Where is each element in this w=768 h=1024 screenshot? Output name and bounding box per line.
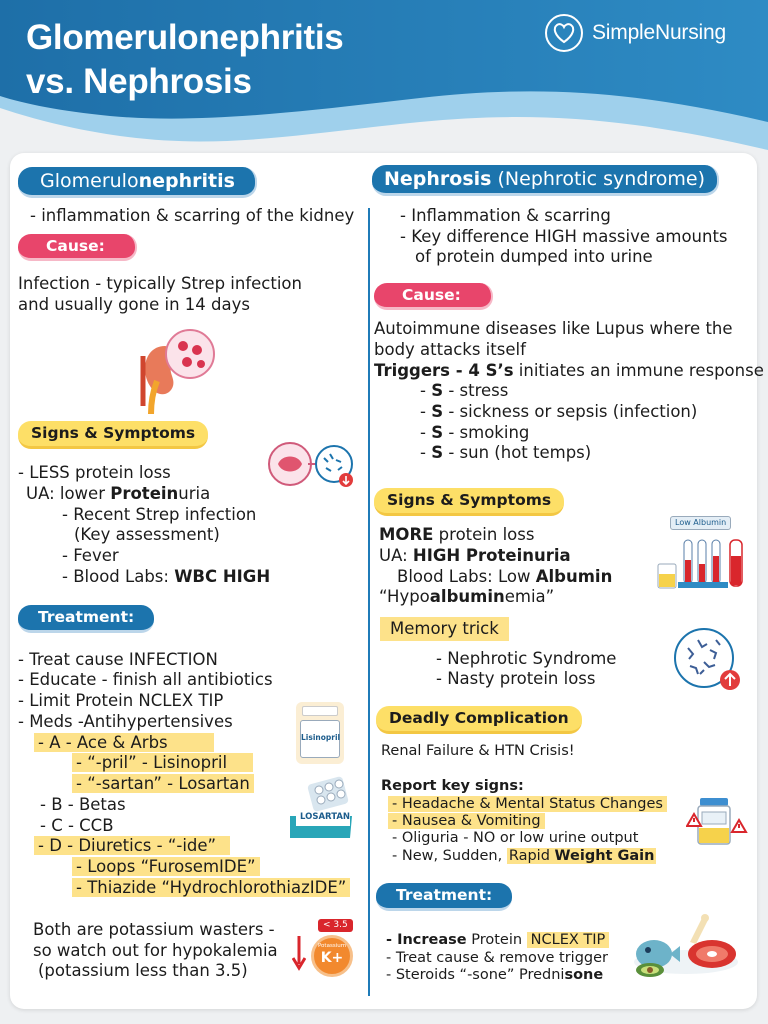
right-cause-3 [374, 360, 764, 381]
left-sign-5: - Fever [62, 546, 119, 565]
glomerulo-description: - inflammation & scarring of the kidney [30, 206, 355, 225]
right-sign-2 [379, 545, 571, 566]
memory-item-2: - Nasty protein loss [436, 669, 596, 688]
right-sign-1 [379, 524, 534, 545]
deadly-complication-text: Renal Failure & HTN Crisis! [381, 743, 575, 759]
nephrosis-heading [372, 165, 719, 196]
protein-loss-cell-icon [670, 626, 746, 694]
treat5-text: - A - Ace & Arbs [34, 733, 214, 752]
sign3-pre: Blood Labs: Low [397, 567, 536, 586]
test-tubes-icon [654, 534, 748, 592]
potassium-line2: so watch out for hypokalemia [33, 941, 278, 960]
left-treat-3: - Limit Protein NCLEX TIP [18, 691, 224, 710]
low-albumin-label: Low Albumin [670, 516, 731, 530]
right-treat-2: - Treat cause & remove trigger [386, 950, 608, 966]
left-treat-1: - Treat cause INFECTION [18, 650, 218, 669]
potassium-line3: (potassium less than 3.5) [38, 961, 248, 980]
trigger-smoking: - S - smoking [420, 423, 530, 442]
sign3-bold: Albumin [535, 567, 613, 586]
triggers-bold: Triggers - 4 S’s [374, 361, 514, 380]
trigger-letter: S [431, 443, 444, 462]
report1-text: - Headache & Mental Status Changes [388, 796, 667, 812]
right-treat-3 [386, 967, 603, 985]
treat10-text: - D - Diuretics - “-ide” [34, 836, 230, 855]
report-sign-4 [392, 848, 656, 866]
left-cause-line1: Infection - typically Strep infection [18, 274, 302, 293]
sign2-bold: HIGH Proteinuria [412, 546, 571, 565]
treat11-text: - Loops “FurosemIDE” [72, 857, 260, 876]
page-header [0, 0, 768, 170]
sign4-bold: albumin [429, 587, 505, 606]
sign2-bold: Protein [110, 484, 179, 503]
right-signs-label: Signs & Symptoms [374, 488, 564, 516]
treat7-text: - “-sartan” - Losartan [72, 774, 254, 793]
right-cause-2: body attacks itself [374, 340, 526, 359]
trigger-text: - stress [443, 381, 509, 400]
bottle-cap [302, 706, 338, 716]
page-title-line2: vs. Nephrosis [26, 62, 252, 101]
down-arrow-icon [292, 936, 306, 972]
triggers-rest: initiates an immune response [513, 361, 764, 380]
heading-bold: nephritis [138, 170, 235, 192]
left-treat-4: - Meds -Antihypertensives [18, 712, 233, 731]
trigger-letter: S [431, 381, 444, 400]
protein-foods-icon [630, 912, 742, 978]
treat1-bold: - Increase [386, 932, 467, 948]
report2-text: - Nausea & Vomiting [388, 813, 545, 829]
left-treat-11 [72, 856, 260, 877]
losartan-label: LOSARTAN [300, 812, 351, 822]
report4-bold: Weight Gain [554, 848, 655, 864]
left-signs-label: Signs & Symptoms [18, 421, 208, 449]
report4-hl-text: Rapid [508, 848, 555, 864]
report4-pre: - New, Sudden, [392, 848, 507, 864]
sign1-rest: protein loss [433, 525, 535, 544]
column-divider [368, 208, 370, 996]
left-treat-2: - Educate - finish all antibiotics [18, 670, 273, 689]
right-cause-1: Autoimmune diseases like Lupus where the [374, 319, 733, 338]
potassium-circle-small: Potassium [317, 943, 347, 949]
sign2-pre: UA: lower [26, 484, 111, 503]
lisinopril-bottle-icon [296, 702, 344, 764]
potassium-threshold-badge: < 3.5 [318, 919, 353, 932]
nephrosis-heading-bold: Nephrosis [384, 168, 492, 190]
report-signs-title: Report key signs: [381, 778, 524, 794]
report-sign-1 [388, 796, 667, 814]
nephrosis-desc-1: - Inflammation & scarring [400, 206, 611, 225]
left-treat-12 [72, 877, 350, 898]
sign4-pre: “Hypo [379, 587, 430, 606]
report-sign-3: - Oliguria - NO or low urine output [392, 830, 639, 846]
left-cause-label: Cause: [18, 234, 137, 261]
lisinopril-label: Lisinopril [301, 733, 341, 742]
left-sign-4: (Key assessment) [74, 525, 220, 544]
treat12-text: - Thiazide “HydrochlorothiazIDE” [72, 878, 350, 897]
nephrosis-desc-2: - Key difference HIGH massive amounts [400, 227, 728, 246]
sign2-post: uria [178, 484, 211, 503]
glomerulonephritis-heading [18, 167, 257, 198]
brand-name: SimpleNursing [592, 21, 726, 44]
brand-logo [544, 13, 726, 53]
left-treat-7 [72, 773, 254, 794]
heading-prefix: Glomerulo [40, 170, 139, 192]
sign1-bold: MORE [379, 525, 434, 544]
trigger-sickness: - S - sickness or sepsis (infection) [420, 402, 698, 421]
left-treat-6 [72, 752, 253, 773]
heart-stethoscope-icon [544, 13, 584, 53]
potassium-circle-big: K+ [320, 950, 344, 966]
treat6-text: - “-pril” - Lisinopril [72, 753, 253, 772]
trigger-text: - sickness or sepsis (infection) [443, 402, 698, 421]
sign2-pre: UA: [379, 546, 413, 565]
potassium-line1: Both are potassium wasters - [33, 920, 275, 939]
treat1-mid: Protein [466, 932, 527, 948]
right-sign-3 [397, 566, 612, 587]
trigger-text: - sun (hot temps) [443, 443, 592, 462]
left-cause-line2: and usually gone in 14 days [18, 295, 250, 314]
right-sign-4 [379, 586, 554, 607]
nephrosis-heading-rest: (Nephrotic syndrome) [491, 168, 706, 190]
trigger-stress: - S - stress [420, 381, 509, 400]
memory-item-1: - Nephrotic Syndrome [436, 649, 617, 668]
deadly-complication-label: Deadly Complication [376, 706, 582, 734]
left-sign-3: - Recent Strep infection [62, 505, 257, 524]
treat1-highlight: NCLEX TIP [527, 932, 610, 948]
right-treat-1 [386, 932, 609, 950]
left-sign-6 [62, 566, 270, 587]
right-cause-label: Cause: [374, 283, 493, 310]
memory-trick-label: Memory trick [380, 617, 509, 641]
trigger-text: - smoking [443, 423, 530, 442]
report4-highlight [507, 848, 657, 864]
left-sign-1: - LESS protein loss [18, 463, 171, 482]
treat3-pre: - Steroids “-sone” Predni [386, 967, 565, 983]
trigger-letter: S [431, 423, 444, 442]
right-treatment-label: Treatment: [376, 883, 512, 911]
sign4-post: emia” [504, 587, 555, 606]
nephrosis-desc-3: of protein dumped into urine [415, 247, 653, 266]
protein-microscope-icon [266, 440, 356, 490]
report-sign-2 [388, 813, 545, 831]
kidney-infection-icon [135, 326, 220, 416]
sign6-pre: - Blood Labs: [62, 567, 175, 586]
page-title-line1: Glomerulonephritis [26, 18, 344, 57]
left-treatment-label: Treatment: [18, 605, 154, 633]
left-treat-5 [34, 732, 214, 753]
left-treat-8: - B - Betas [40, 795, 126, 814]
trigger-letter: S [431, 402, 444, 421]
treat3-bold: sone [564, 967, 604, 983]
urine-sample-warning-icon [686, 796, 748, 848]
trigger-sun: - S - sun (hot temps) [420, 443, 592, 462]
left-sign-2 [26, 483, 210, 504]
sign6-bold: WBC HIGH [174, 567, 271, 586]
losartan-blister-pack-icon [286, 776, 358, 840]
left-treat-10 [34, 835, 230, 856]
left-treat-9: - C - CCB [40, 816, 114, 835]
